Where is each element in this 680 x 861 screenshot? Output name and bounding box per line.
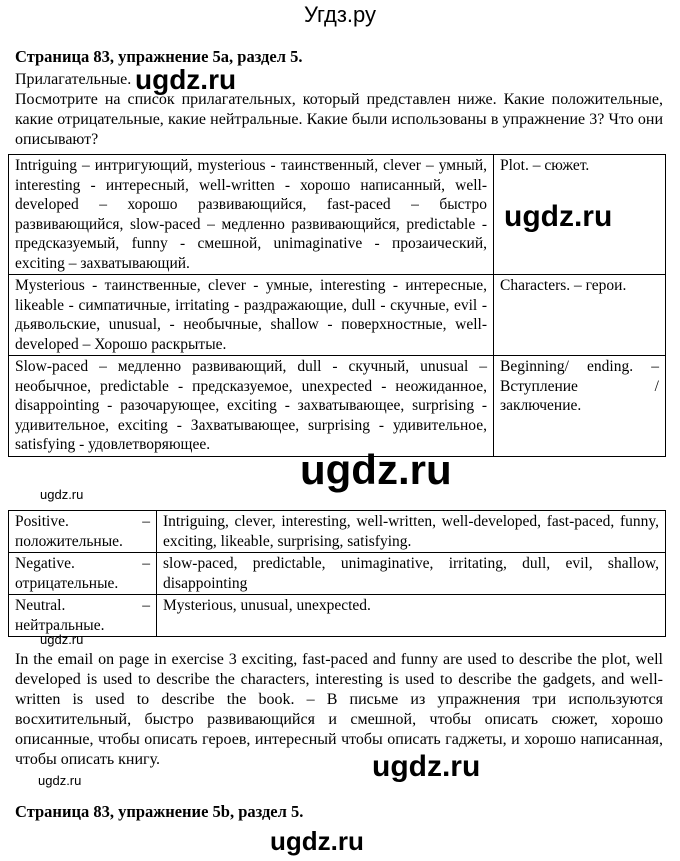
table-cell-words: Mysterious, unusual, unexpected. [157,595,666,637]
watermark: ugdz.ru [372,750,481,783]
table-cell-label: Negative. – отрицательные. [9,553,157,595]
table-cell-category: Plot. – сюжет. [494,155,666,275]
table-cell-words: slow-paced, predictable, unimaginative, irritating, dull, evil, shallow, disappointing [157,553,666,595]
table-cell-category: Beginning/ ending. – Вступление / заключение. [494,356,666,457]
table-cell-description: Slow-paced – медленно развивающий, dull - скучный, unusual – необычное, predictable - предсказуемое, unexpected - неожиданное, disappointing - разочарующее, exciting - захватывающее, surprising - удивительное, exciting - Захватывающее, surprising - удивительное, satisfying - удовлетворяющее. [9,356,494,457]
table-row [9,553,666,595]
watermark: ugdz.ru [40,632,84,647]
watermark: ugdz.ru [135,64,237,95]
table-row [9,511,666,553]
table-cell-label: Positive. – положительные. [9,511,157,553]
table-cell-description: Intriguing – интригующий, mysterious - таинственный, clever – умный, interesting - интересный, well-written - хорошо написанный, well-developed – хорошо развивающийся, fast-paced – быстро развивающийся, slow-paced – медленно развивающийся, predictable - предсказуемый, funny - смешной, unimaginative - прозаический, exciting – захватывающий. [9,155,494,275]
classification-table [8,510,666,637]
watermark: ugdz.ru [300,446,452,493]
watermark: ugdz.ru [38,773,82,788]
instructions-text: Посмотрите на список прилагательных, который представлен ниже. Какие положительные, какие отрицательные, какие нейтральные. Какие были использованы в упражнение 3? Что они описывают? [15,91,663,148]
section-subtitle: Прилагательные. [15,71,132,88]
watermark: ugdz.ru [270,826,364,856]
watermark: ugdz.ru [40,487,84,502]
table-cell-label: Neutral. – нейтральные. [9,595,157,637]
watermark: ugdz.ru [504,200,613,233]
table-row [9,356,666,457]
table-row [9,275,666,356]
answer-text: In the email on page in exercise 3 exciting, fast-paced and funny are used to describe the plot, well developed is used to describe the characters, interesting is used to describe the gadgets, and well-written is used to describe the book. – В письме из упражнения три используются восхитительный, быстро развивающийся и смешной, чтобы описать сюжет, хорошо описанные, чтобы описать героев, интересный чтобы описать гаджеты, и хорошо написанная, чтобы описать книгу. [15,651,663,768]
section-heading-5a: Страница 83, упражнение 5a, раздел 5. [15,47,303,66]
table-cell-words: Intriguing, clever, interesting, well-written, well-developed, fast-paced, funny, exciting, likeable, surprising, satisfying. [157,511,666,553]
table-cell-category: Characters. – герои. [494,275,666,356]
table-row [9,595,666,637]
table-cell-description: Mysterious - таинственные, clever - умные, interesting - интересные, likeable - симпатичные, irritating - раздражающие, dull - скучные, evil - дьявольские, unusual, - необычные, shallow - поверхностные, well-developed – Хорошо раскрытые. [9,275,494,356]
section-heading-5b: Страница 83, упражнение 5b, раздел 5. [15,802,304,821]
site-title: Угдз.ру [303,2,377,27]
